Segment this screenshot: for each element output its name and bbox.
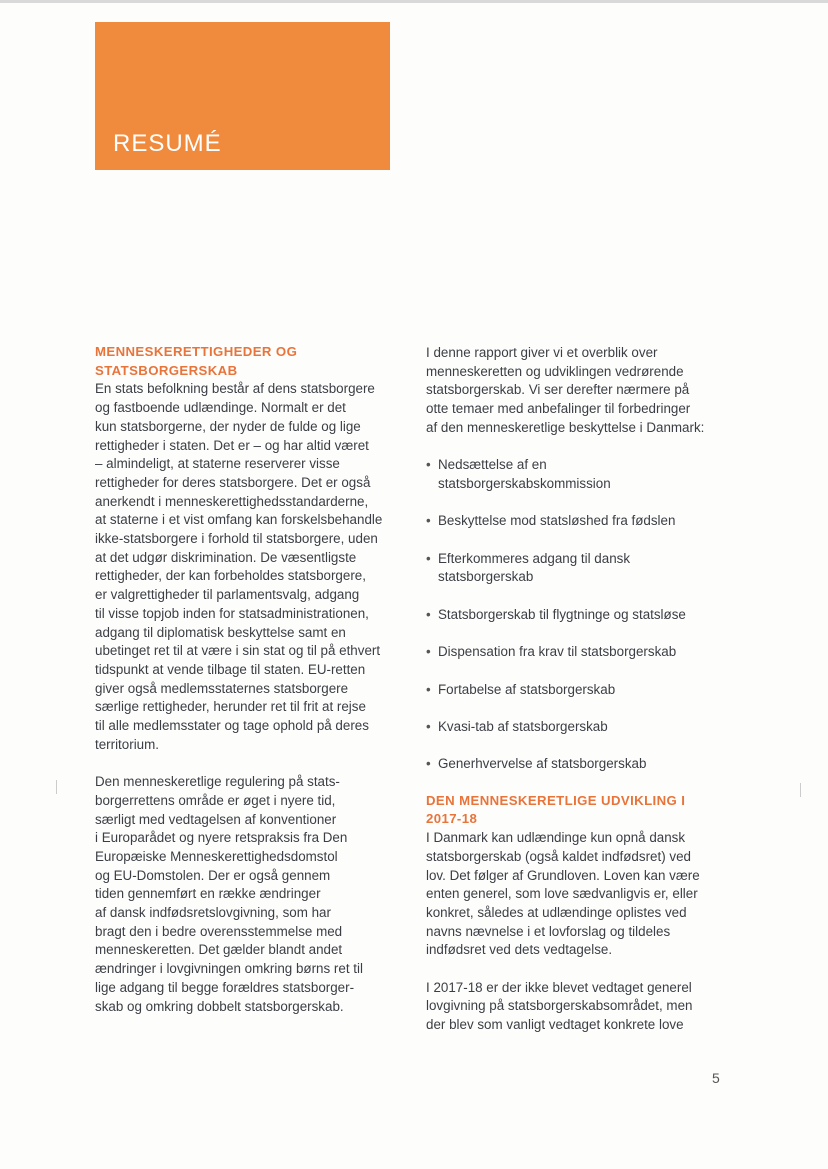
text-line: rettigheder for deres statsborgere. Det er også: [95, 474, 371, 490]
scan-edge: [0, 0, 828, 3]
topic-item: [426, 606, 746, 625]
text-line: I Danmark kan udlændinge kun opnå dansk: [426, 830, 686, 846]
left-column: [95, 343, 405, 1016]
section-banner: [95, 22, 390, 170]
text-line: af den menneskeretlige beskyttelse i Danmark:: [426, 419, 705, 435]
text-line: En stats befolkning består af dens statsborgere: [95, 381, 375, 397]
topic-text: statsborgerskabskommission: [438, 475, 611, 491]
text-line: Den menneskeretlige regulering på stats-: [95, 774, 340, 790]
topic-text: • Beskyttelse mod statsløshed fra fødslen: [438, 513, 676, 529]
text-line: statsborgerskab (også kaldet indfødsret) ved: [426, 848, 691, 864]
text-line: i Europarådet og nyere retspraksis fra Den: [95, 830, 348, 846]
text-line: I 2017-18 er der ikke blevet vedtaget generel: [426, 979, 692, 995]
text-line: borgerrettens område er øget i nyere tid,: [95, 792, 336, 808]
text-line: indfødsret ved dets vedtagelse.: [426, 942, 613, 958]
topic-item: [426, 755, 746, 774]
text-line: bragt den i bedre overensstemmelse med: [95, 923, 343, 939]
heading-line: MENNESKERETTIGHEDER OG: [95, 344, 298, 359]
text-line: lov. Det følger af Grundloven. Loven kan være: [426, 867, 700, 883]
text-line: anerkendt i menneskerettighedsstandarderne,: [95, 493, 369, 509]
right-heading: [426, 792, 746, 829]
page-number: 5: [712, 1070, 720, 1086]
text-line: og fastboende udlændinge. Normalt er det: [95, 400, 346, 416]
topic-list: [426, 456, 746, 774]
text-line: lovgivning på statsborgerskabsområdet, men: [426, 998, 693, 1014]
topic-item: [426, 512, 746, 531]
text-line: menneskeretten og udviklingen vedrørende: [426, 363, 684, 379]
heading-line: STATSBORGERSKAB: [95, 362, 238, 378]
topic-text: • Statsborgerskab til flygtninge og statsløse: [438, 606, 686, 622]
text-line: kun statsborgerne, der nyder de fulde og lige: [95, 418, 361, 434]
section-title: RESUMÉ: [113, 130, 222, 157]
left-heading: [95, 343, 405, 380]
text-line: at staterne i et vist omfang kan forskelsbehandle: [95, 512, 383, 528]
topic-text: • Dispensation fra krav til statsborgerskab: [438, 644, 677, 660]
topic-item: [426, 681, 746, 700]
text-line: særligt med vedtagelsen af konventioner: [95, 811, 337, 827]
text-line: og EU-Domstolen. Der er også gennem: [95, 867, 331, 883]
right-paragraph-1: [426, 829, 746, 960]
topic-item: [426, 550, 746, 587]
right-paragraph-2: [426, 979, 746, 1035]
text-line: der blev som vanligt vedtaget konkrete love: [426, 1017, 684, 1033]
scan-mark: [56, 780, 57, 794]
text-line: lige adgang til begge forældres statsborger-: [95, 979, 355, 995]
text-line: tiden gennemført en række ændringer: [95, 886, 321, 902]
topic-item: [426, 456, 746, 493]
text-line: til alle medlemsstater og tage ophold på deres: [95, 718, 369, 734]
topic-text: • Efterkommeres adgang til dansk: [438, 550, 631, 566]
right-intro: [426, 344, 746, 438]
text-line: Europæiske Menneskerettighedsdomstol: [95, 848, 338, 864]
text-line: navns nævnelse i et lovforslag og tildeles: [426, 923, 671, 939]
text-line: ubetinget ret til at være i sin stat og til på ethvert: [95, 643, 381, 659]
scan-mark: [800, 783, 801, 797]
text-line: rettigheder i staten. Det er – og har altid været: [95, 437, 369, 453]
text-line: tidspunkt at vende tilbage til staten. EU-retten: [95, 661, 366, 677]
text-line: ikke-statsborgere i forhold til statsborgere, uden: [95, 531, 378, 547]
topic-item: [426, 718, 746, 737]
text-line: rettigheder, der kan forbeholdes statsborgere,: [95, 568, 366, 584]
text-line: statsborgerskab. Vi ser derefter nærmere på: [426, 382, 690, 398]
heading-line: DEN MENNESKERETLIGE UDVIKLING I: [426, 792, 686, 808]
text-line: er valgrettigheder til parlamentsvalg, adgang: [95, 587, 360, 603]
text-line: menneskeretten. Det gælder blandt andet: [95, 942, 343, 958]
topic-item: [426, 643, 746, 662]
text-line: særlige rettigheder, herunder ret til frit at rejse: [95, 699, 366, 715]
text-line: af dansk indfødsretslovgivning, som har: [95, 905, 331, 921]
text-line: at det udgør diskrimination. De væsentligste: [95, 549, 357, 565]
right-column: [426, 344, 746, 1035]
text-line: konkret, således at udlændinge oplistes ved: [426, 904, 687, 920]
topic-text: • Fortabelse af statsborgerskab: [438, 681, 616, 697]
heading-line: 2017-18: [426, 811, 478, 827]
text-line: giver også medlemsstaternes statsborgere: [95, 680, 349, 696]
text-line: skab og omkring dobbelt statsborgerskab.: [95, 998, 344, 1014]
text-line: – almindeligt, at staterne reserverer visse: [95, 456, 340, 472]
text-line: ændringer i lovgivningen omkring børns ret til: [95, 961, 363, 977]
text-line: I denne rapport giver vi et overblik over: [426, 345, 658, 360]
topic-text: statsborgerskab: [438, 569, 534, 585]
text-line: enten generel, som love sædvanligvis er, eller: [426, 886, 698, 902]
topic-text: • Kvasi-tab af statsborgerskab: [438, 718, 608, 734]
text-line: adgang til diplomatisk beskyttelse samt en: [95, 624, 346, 640]
topic-text: • Generhvervelse af statsborgerskab: [438, 756, 647, 772]
left-paragraph-2: [95, 773, 405, 1016]
text-line: otte temaer med anbefalinger til forbedringer: [426, 401, 691, 417]
text-line: til visse topjob inden for statsadministrationen,: [95, 605, 369, 621]
left-paragraph-1: [95, 380, 405, 754]
topic-text: • Nedsættelse af en: [438, 457, 547, 473]
text-line: territorium.: [95, 736, 159, 752]
